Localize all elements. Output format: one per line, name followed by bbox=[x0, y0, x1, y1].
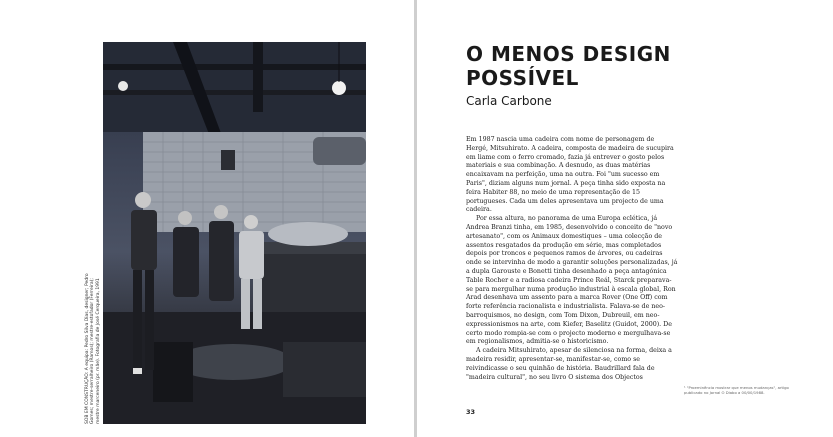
body-paragraph: A cadeira Mitsuhirato, apesar de silenciosa na forma, deixa a madeira residir, apresentar-se, manifestar-se, como se reivindicasse o seu quinhão de história. Baudrillard fala de "madeira cultural", no seu livro O sistema dos Objectos bbox=[466, 347, 672, 381]
body-paragraph: Em 1987 nascia uma cadeira com nome de personagem de Hergé, Mitsuhirato. A cadeira, composta de madeira de sucupira em liame com o ferro cromado, fazia já entrever o gosto pelos materiais e sua combinação. A desnudo, as duas matérias encaixavam na perfeição, uma na outra. Foi "um sucesso em Paris", diziam alguns num jornal. A peça tinha sido exposta na feira Habiter 88, no meio de uma representação de 15 portugueses. Cada um deles apresentava um projecto de uma cadeira. bbox=[466, 136, 674, 214]
left-page bbox=[0, 0, 414, 437]
article-body bbox=[466, 136, 678, 382]
footnote: ¹ "Proeminência mostrar que menos mudanças", artigo publicado no Jornal O Diabo a 00/00/1988. bbox=[684, 385, 789, 395]
workshop-photo bbox=[103, 42, 366, 424]
right-page bbox=[417, 0, 833, 437]
body-paragraph: Por essa altura, no panorama de uma Europa eclética, já Andrea Branzi tinha, em 1985, desenvolvido o conceito de "novo artesanato", com os Animaux domestiques – uma colecção de assentos resgatados da produção em série, mas completados depois por troncos e pequenos ramos de árvores, ou cadeiras onde se intervinha de modo a garantir soluções personalizadas, já a dupla Garouste e Bonetti tinha desenhado a peça antagónica Table Rocher e a radiosa cadeira Prince Reál, Starck preparava-se para mergulhar numa produção industrial à escala global, Ron Arad desenhava um assento para a marca Rover (One Off) com forte referência racionalista e industrialista. Falava-se de neo-barroquismos, no design, com Tom Dixon, Dubreuil, em neo-expressionismos na arte, com Kiefer, Baselitz (Guidot, 2000). De certo modo rompia-se com o projecto moderno e mergulhava-se em regionalismos, admitia-se o historicismo. bbox=[466, 215, 678, 346]
article-title: O MENOS DESIGN POSSÍVEL bbox=[466, 42, 671, 90]
photo-caption: SOB EM CONSTRUÇÃO: A equipa: Pedro Silva Dias, designer; Pedro Gomes; mestre-serralheiro (Ramos); mestre-estofador (Ferreira); mestre marceneiro (pr. mãe). Fotografia de José Cerqueira, 1991 bbox=[85, 273, 101, 424]
workshop-photo-illustration bbox=[103, 42, 366, 424]
page-number: 33 bbox=[466, 408, 476, 416]
article-author: Carla Carbone bbox=[466, 94, 552, 108]
